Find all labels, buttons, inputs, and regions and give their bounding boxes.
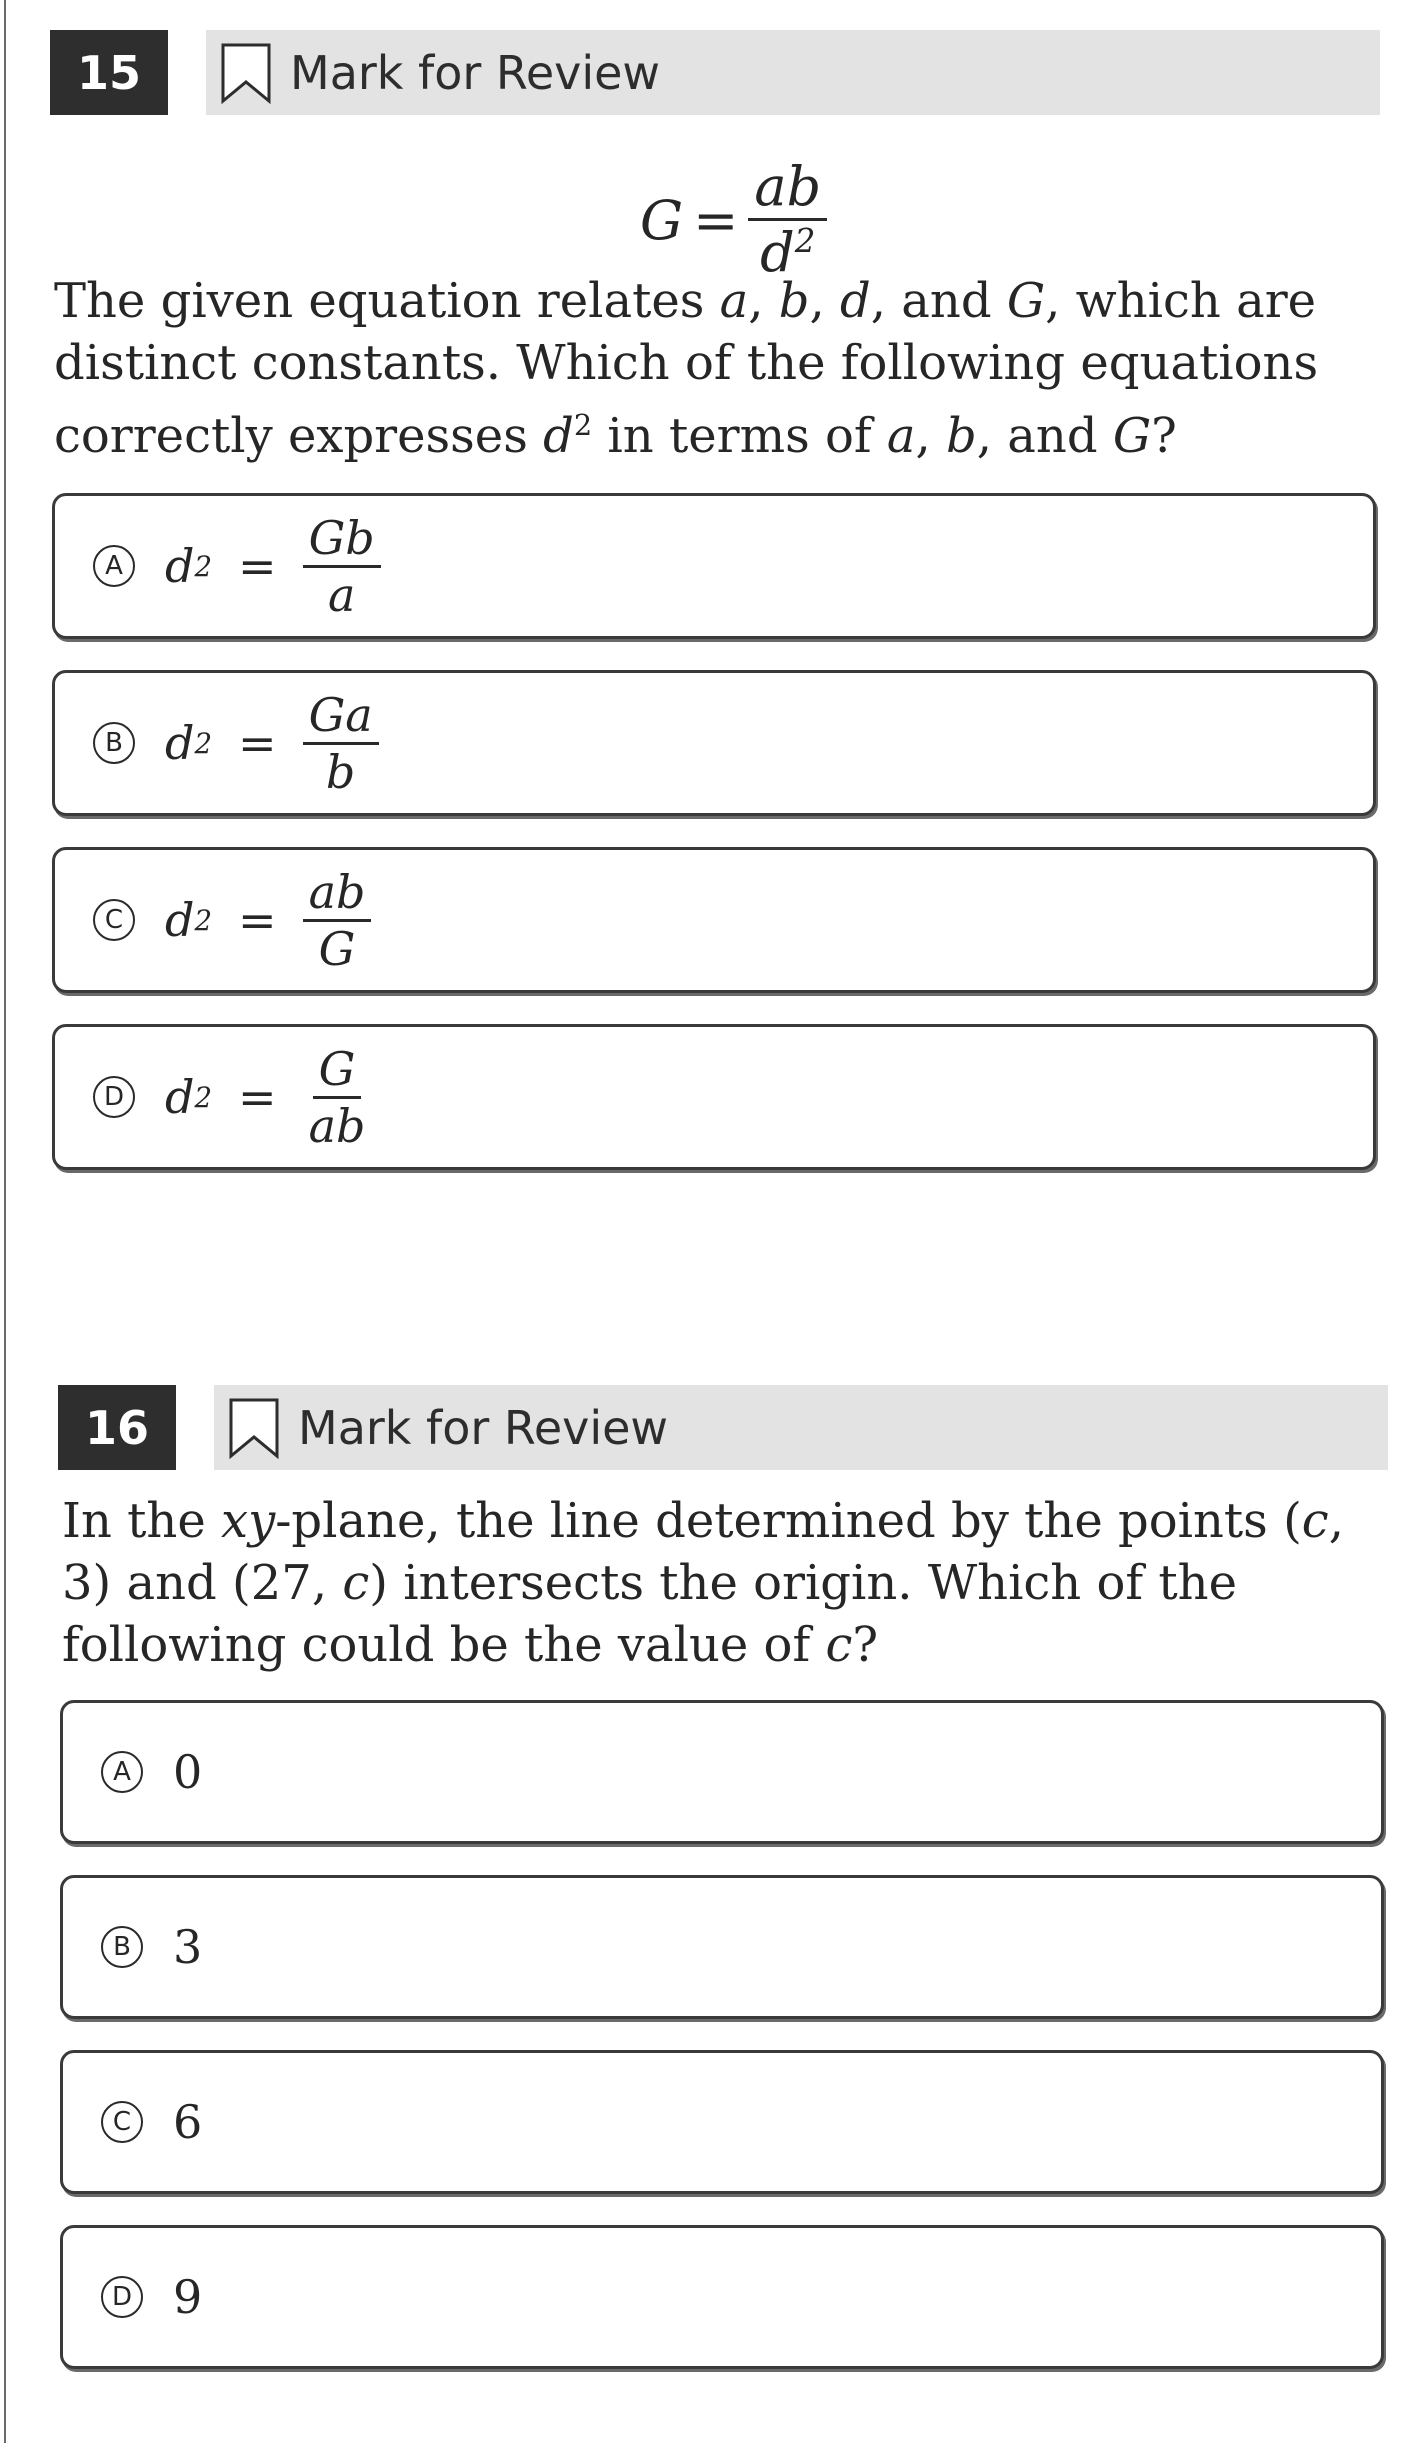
choice-letter-badge: B (101, 1926, 143, 1968)
question-stem: In the xy-plane, the line determined by the points (c, 3) and (27, c) intersects the origin. Which of the following could be the value of c? (62, 1493, 1344, 1673)
choice-letter-badge: A (101, 1751, 143, 1793)
mark-for-review-label[interactable]: Mark for Review (290, 45, 661, 100)
fraction: $\frac{ab}{d^2}$ (748, 160, 827, 280)
question-stem: The given equation relates a, b, d, and G, which are distinct constants. Which of the following equations correctly expresses $d^2$ in terms of a, b, and G? (54, 273, 1319, 464)
choice-letter-badge: C (101, 2101, 143, 2143)
answer-choice-a[interactable] (60, 1700, 1384, 1844)
bookmark-icon[interactable] (228, 1397, 280, 1459)
answer-choice-d[interactable] (60, 2225, 1384, 2369)
choice-value: 6 (173, 2095, 203, 2149)
question-16 (58, 1385, 1388, 2324)
answer-choice-d[interactable]: D d 2 = $\frac{G}{ab}$ (52, 1024, 1376, 1170)
page-left-border (4, 0, 6, 2443)
choice-letter-badge: D (93, 1076, 135, 1118)
given-equation: G = $\frac{ab}{d^2}$ (640, 160, 827, 280)
question-header (58, 1385, 1388, 1470)
answer-choice-a[interactable]: A d 2 = $\frac{Gb}{a}$ (52, 493, 1376, 639)
bookmark-icon[interactable] (220, 42, 272, 104)
question-number: 16 (58, 1385, 176, 1470)
choice-value: 0 (173, 1745, 203, 1799)
mark-for-review-label[interactable]: Mark for Review (298, 1400, 669, 1455)
choice-letter-badge: C (93, 899, 135, 941)
choice-letter-badge: B (93, 722, 135, 764)
answer-choice-b[interactable]: B d 2 = $\frac{Ga}{b}$ (52, 670, 1376, 816)
question-number: 15 (50, 30, 168, 115)
answer-choice-c[interactable]: C d 2 = $\frac{ab}{G}$ (52, 847, 1376, 993)
question-header (50, 30, 1380, 115)
answer-choice-c[interactable] (60, 2050, 1384, 2194)
choice-letter-badge: D (101, 2276, 143, 2318)
choice-value: 9 (173, 2270, 203, 2324)
question-15 (50, 30, 1380, 1153)
choice-letter-badge: A (93, 545, 135, 587)
choice-value: 3 (173, 1920, 203, 1974)
answer-choice-b[interactable] (60, 1875, 1384, 2019)
